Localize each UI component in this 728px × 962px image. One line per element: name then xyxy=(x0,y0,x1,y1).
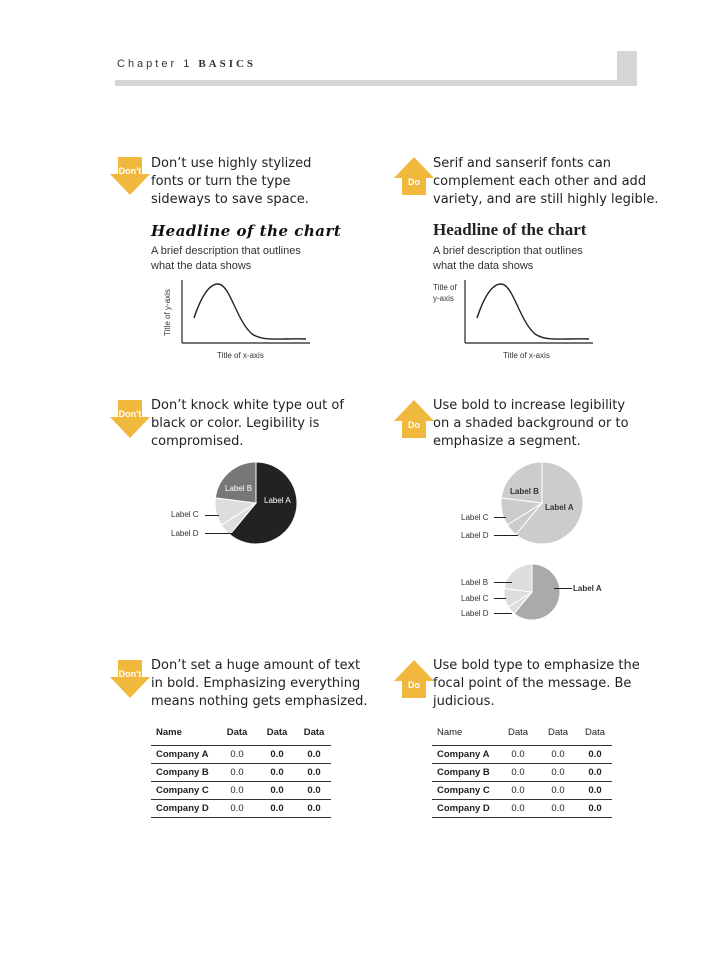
table-cell: 0.0 xyxy=(297,764,331,782)
table-cell: 0.0 xyxy=(297,782,331,800)
y-axis-title xyxy=(433,282,457,304)
do-arrow-icon xyxy=(394,660,434,698)
line-chart-right xyxy=(463,280,593,344)
table-cell: 0.0 xyxy=(498,800,538,818)
table-cell: Company C xyxy=(151,782,217,800)
pie-label-b: Label B xyxy=(461,578,489,587)
description-line: what the data shows xyxy=(433,260,534,272)
x-axis-title: Title of x-axis xyxy=(503,351,550,360)
do-badge-label: Do xyxy=(408,680,420,690)
table-cell: Company D xyxy=(432,800,498,818)
instruction-line: on a shaded background or to xyxy=(433,416,629,431)
pie-label-c: Label C xyxy=(171,510,199,519)
table-cell: 0.0 xyxy=(538,800,578,818)
line-chart-left xyxy=(180,280,310,344)
y-axis-title-line: Title of xyxy=(433,283,457,292)
table-cell: 0.0 xyxy=(578,782,612,800)
data-curve xyxy=(194,284,306,339)
table-header-cell: Data xyxy=(303,726,325,738)
instruction-line: Don’t knock white type out of xyxy=(151,398,344,413)
leader-line-c xyxy=(494,598,506,599)
table-cell: 0.0 xyxy=(297,800,331,818)
table-row xyxy=(432,764,612,782)
table-cell: 0.0 xyxy=(257,764,297,782)
left-instruction-1 xyxy=(151,155,311,209)
leader-line-b xyxy=(494,582,512,583)
leader-line-a xyxy=(554,588,572,589)
instruction-line: complement each other and add xyxy=(433,174,647,189)
table-row xyxy=(432,800,612,818)
chapter-title: BASICS xyxy=(198,58,257,70)
pie-label-d: Label D xyxy=(461,609,489,618)
table-cell: 0.0 xyxy=(217,764,257,782)
pie-label-d: Label D xyxy=(171,529,199,538)
table-cell: Company A xyxy=(432,746,498,764)
table-cell: Company A xyxy=(151,746,217,764)
table-header-cell: Data xyxy=(507,726,529,738)
table-cell: 0.0 xyxy=(257,782,297,800)
stylized-headline: Headline of the chart xyxy=(151,222,342,240)
dont-badge-label: Don't xyxy=(118,166,142,176)
instruction-line: judicious. xyxy=(433,694,495,709)
pie-label-c: Label C xyxy=(461,513,489,522)
data-table-all-bold xyxy=(151,725,331,818)
table-cell: 0.0 xyxy=(257,746,297,764)
pie-slice-label-b xyxy=(504,564,532,592)
table-cell: 0.0 xyxy=(297,746,331,764)
leader-line-c xyxy=(494,517,506,518)
leader-line-d xyxy=(205,533,233,534)
pie-label-b-white: Label B xyxy=(225,484,253,493)
pie-label-a-bold: Label A xyxy=(573,584,602,593)
dont-arrow-icon xyxy=(110,660,150,698)
description-line: A brief description that outlines xyxy=(151,245,301,257)
table-cell: Company B xyxy=(151,764,217,782)
description-line: A brief description that outlines xyxy=(433,245,583,257)
table-cell: 0.0 xyxy=(578,746,612,764)
instruction-line: sideways to save space. xyxy=(151,192,309,207)
table-header-cell: Data xyxy=(584,726,606,738)
chart-description xyxy=(433,244,583,274)
y-axis-title-rotated: Title of y-axis xyxy=(163,289,172,336)
leader-line-d xyxy=(494,613,512,614)
y-axis-title-line: y-axis xyxy=(433,294,454,303)
data-curve xyxy=(477,284,589,339)
dont-badge-label: Don't xyxy=(118,669,142,679)
instruction-line: Serif and sanserif fonts can xyxy=(433,156,612,171)
leader-line-d xyxy=(494,535,518,536)
table-header-cell: Data xyxy=(266,726,288,738)
do-arrow-icon xyxy=(394,400,434,438)
table-cell: 0.0 xyxy=(217,782,257,800)
pie-label-a: Label A xyxy=(545,503,574,512)
dont-arrow-icon xyxy=(110,157,150,195)
do-badge-label: Do xyxy=(408,420,420,430)
table-row xyxy=(151,800,331,818)
pie-label-d: Label D xyxy=(461,531,489,540)
table-cell: 0.0 xyxy=(578,764,612,782)
table-cell: 0.0 xyxy=(538,782,578,800)
leader-line-c xyxy=(205,515,219,516)
table-header-cell: Name xyxy=(437,726,463,738)
table-cell: 0.0 xyxy=(217,746,257,764)
table-cell: 0.0 xyxy=(498,782,538,800)
instruction-line: Use bold type to emphasize the xyxy=(433,658,640,673)
table-row xyxy=(151,746,331,764)
instruction-line: Don’t use highly stylized xyxy=(151,156,312,171)
instruction-line: Use bold to increase legibility xyxy=(433,398,626,413)
table-header-cell: Data xyxy=(547,726,569,738)
instruction-line: Don’t set a huge amount of text xyxy=(151,658,361,673)
right-instruction-3 xyxy=(433,657,640,711)
pie-label-a-white: Label A xyxy=(264,496,291,505)
table-cell: 0.0 xyxy=(538,746,578,764)
instruction-line: compromised. xyxy=(151,434,244,449)
table-header-row xyxy=(432,725,612,746)
table-cell: 0.0 xyxy=(578,800,612,818)
table-cell: Company C xyxy=(432,782,498,800)
pie-label-b: Label B xyxy=(510,487,539,496)
table-cell: 0.0 xyxy=(498,746,538,764)
dont-arrow-icon xyxy=(110,400,150,438)
chart-description xyxy=(151,244,301,274)
pie-slice-label-b xyxy=(215,462,256,503)
left-instruction-3 xyxy=(151,657,368,711)
instruction-line: focal point of the message. Be xyxy=(433,676,632,691)
instruction-line: fonts or turn the type xyxy=(151,174,291,189)
chapter-heading xyxy=(117,58,256,70)
table-row xyxy=(432,746,612,764)
header-bar xyxy=(115,80,637,86)
dont-badge-label: Don't xyxy=(118,409,142,419)
left-instruction-2 xyxy=(151,397,344,451)
data-table-emphasized-column xyxy=(432,725,612,818)
do-badge-label: Do xyxy=(408,177,420,187)
instruction-line: variety, and are still highly legible. xyxy=(433,192,659,207)
instruction-line: in bold. Emphasizing everything xyxy=(151,676,361,691)
table-row xyxy=(151,764,331,782)
table-cell: Company D xyxy=(151,800,217,818)
pie-label-c: Label C xyxy=(461,594,489,603)
instruction-line: means nothing gets emphasized. xyxy=(151,694,368,709)
table-cell: Company B xyxy=(432,764,498,782)
table-cell: 0.0 xyxy=(538,764,578,782)
chapter-label: Chapter 1 xyxy=(117,58,193,70)
description-line: what the data shows xyxy=(151,260,252,272)
do-arrow-icon xyxy=(394,157,434,195)
right-instruction-2 xyxy=(433,397,629,451)
table-cell: 0.0 xyxy=(498,764,538,782)
table-row xyxy=(151,782,331,800)
table-header-row xyxy=(151,725,331,746)
instruction-line: black or color. Legibility is xyxy=(151,416,320,431)
table-header-cell: Data xyxy=(226,726,248,738)
pie-slice-label-b xyxy=(501,462,542,503)
table-row xyxy=(432,782,612,800)
table-header-cell: Name xyxy=(156,726,182,738)
x-axis-title: Title of x-axis xyxy=(217,351,264,360)
table-cell: 0.0 xyxy=(217,800,257,818)
right-instruction-1 xyxy=(433,155,659,209)
instruction-line: emphasize a segment. xyxy=(433,434,581,449)
serif-headline: Headline of the chart xyxy=(433,220,587,239)
table-cell: 0.0 xyxy=(257,800,297,818)
